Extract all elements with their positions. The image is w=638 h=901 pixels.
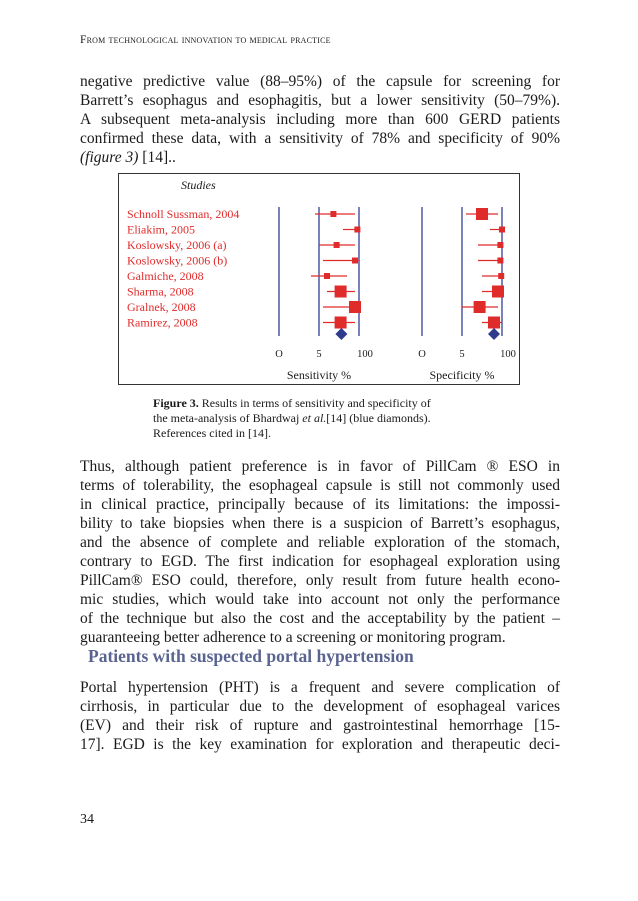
text-line: bility to take biopsies when there is a suspicion of Barrett’s esophagus,	[80, 515, 560, 532]
specificity-pooled-diamond	[488, 328, 500, 340]
page-number: 34	[80, 812, 94, 827]
forest-plot-figure	[118, 173, 520, 385]
text-line: Barrett’s esophagus and esophagitis, but a lower sensitivity (50–79%).	[80, 92, 560, 109]
sensitivity-point-estimate	[352, 258, 358, 264]
text-line: guaranteeing better adherence to a screening or monitoring program.	[80, 629, 506, 646]
text-line: A subsequent meta-analysis including more than 600 GERD patients	[80, 111, 560, 128]
section-heading: Patients with suspected portal hypertension	[88, 646, 414, 666]
sensitivity-point-estimate	[330, 211, 336, 217]
specificity-point-estimate	[488, 317, 500, 329]
sensitivity-point-estimate	[324, 273, 330, 279]
sensitivity-point-estimate	[349, 301, 361, 313]
sensitivity-axis-label: Sensitivity %	[286, 368, 352, 382]
study-label: Galmiche, 2008	[127, 269, 204, 283]
sensitivity-pooled-diamond	[335, 328, 347, 340]
study-label: Sharma, 2008	[127, 284, 194, 299]
caption-text: [14] (blue diamonds).	[326, 411, 431, 425]
specificity-point-estimate	[476, 208, 488, 220]
studies-header: Studies	[181, 178, 216, 192]
study-label: Gralnek, 2008	[127, 300, 196, 314]
text-line: contrary to EGD. The first indication for esophageal exploration using	[80, 553, 560, 570]
study-label: Koslowsky, 2006 (a)	[127, 238, 227, 252]
text-line: of the technique but also the cost and the acceptability by the patient –	[80, 610, 560, 627]
text-line: cirrhosis, in particular due to the development of esophageal varices	[80, 698, 560, 715]
sensitivity-point-estimate	[335, 317, 347, 329]
text-line: Portal hypertension (PHT) is a frequent and severe complication of	[80, 679, 560, 696]
text-line: PillCam® ESO could, therefore, only result from future health econo-	[80, 572, 560, 589]
text-line: mic studies, which would take into account not only the performance	[80, 591, 560, 608]
specificity-point-estimate	[499, 227, 505, 233]
study-label: Schnoll Sussman, 2004	[127, 207, 240, 221]
caption-text: the meta-analysis of Bhardwaj	[153, 411, 303, 425]
specificity-point-estimate	[497, 242, 503, 248]
sensitivity-point-estimate	[354, 227, 360, 233]
citation: [14]..	[138, 149, 176, 166]
figure-caption	[153, 396, 513, 441]
study-label: Ramirez, 2008	[127, 315, 198, 330]
paragraph-intro	[80, 72, 560, 167]
specificity-tick-label: 100	[500, 349, 516, 360]
text-line: and the absence of complete and reliable exploration of the stomach,	[80, 534, 560, 551]
specificity-tick-label: 5	[459, 349, 465, 360]
caption-italic: et al.	[302, 411, 327, 425]
sensitivity-point-estimate	[335, 286, 347, 298]
sensitivity-tick-label: 100	[357, 349, 373, 360]
text-line: Thus, although patient preference is in favor of PillCam ® ESO in	[80, 458, 560, 475]
text-line: confirmed these data, with a sensitivity of 78% and specificity of 90%	[80, 130, 560, 147]
text-line: negative predictive value (88–95%) of the capsule for screening for	[80, 73, 560, 90]
paragraph-portal-hypertension	[80, 678, 560, 754]
specificity-point-estimate	[497, 258, 503, 264]
running-head: From technological innovation to medical practice	[80, 34, 331, 46]
sensitivity-tick-label: 5	[316, 349, 322, 360]
specificity-tick-label: O	[418, 349, 426, 360]
text-line: in clinical practice, principally because of its limitations: the impossi-	[80, 496, 560, 513]
study-label: Koslowsky, 2006 (b)	[127, 253, 228, 268]
text-line: (EV) and their risk of rupture and gastrointestinal hemorrhage [15-	[80, 717, 560, 734]
sensitivity-tick-label: O	[275, 349, 283, 360]
text-line: 17]. EGD is the key examination for exploration and therapeutic deci-	[80, 736, 560, 753]
specificity-point-estimate	[498, 273, 504, 279]
text-line	[80, 148, 560, 167]
specificity-point-estimate	[492, 286, 504, 298]
figure-reference: (figure 3)	[80, 149, 139, 166]
sensitivity-point-estimate	[334, 242, 340, 248]
paragraph-body	[80, 457, 560, 647]
study-label: Eliakim, 2005	[127, 222, 195, 237]
specificity-axis-label: Specificity %	[429, 368, 495, 382]
caption-text: References cited in [14].	[153, 426, 271, 440]
caption-label: Figure 3.	[153, 396, 199, 410]
text-line: terms of tolerability, the esophageal capsule is still not commonly used	[80, 477, 560, 494]
specificity-point-estimate	[474, 301, 486, 313]
caption-text: Results in terms of sensitivity and specificity of	[198, 396, 431, 410]
forest-plot	[119, 174, 519, 384]
